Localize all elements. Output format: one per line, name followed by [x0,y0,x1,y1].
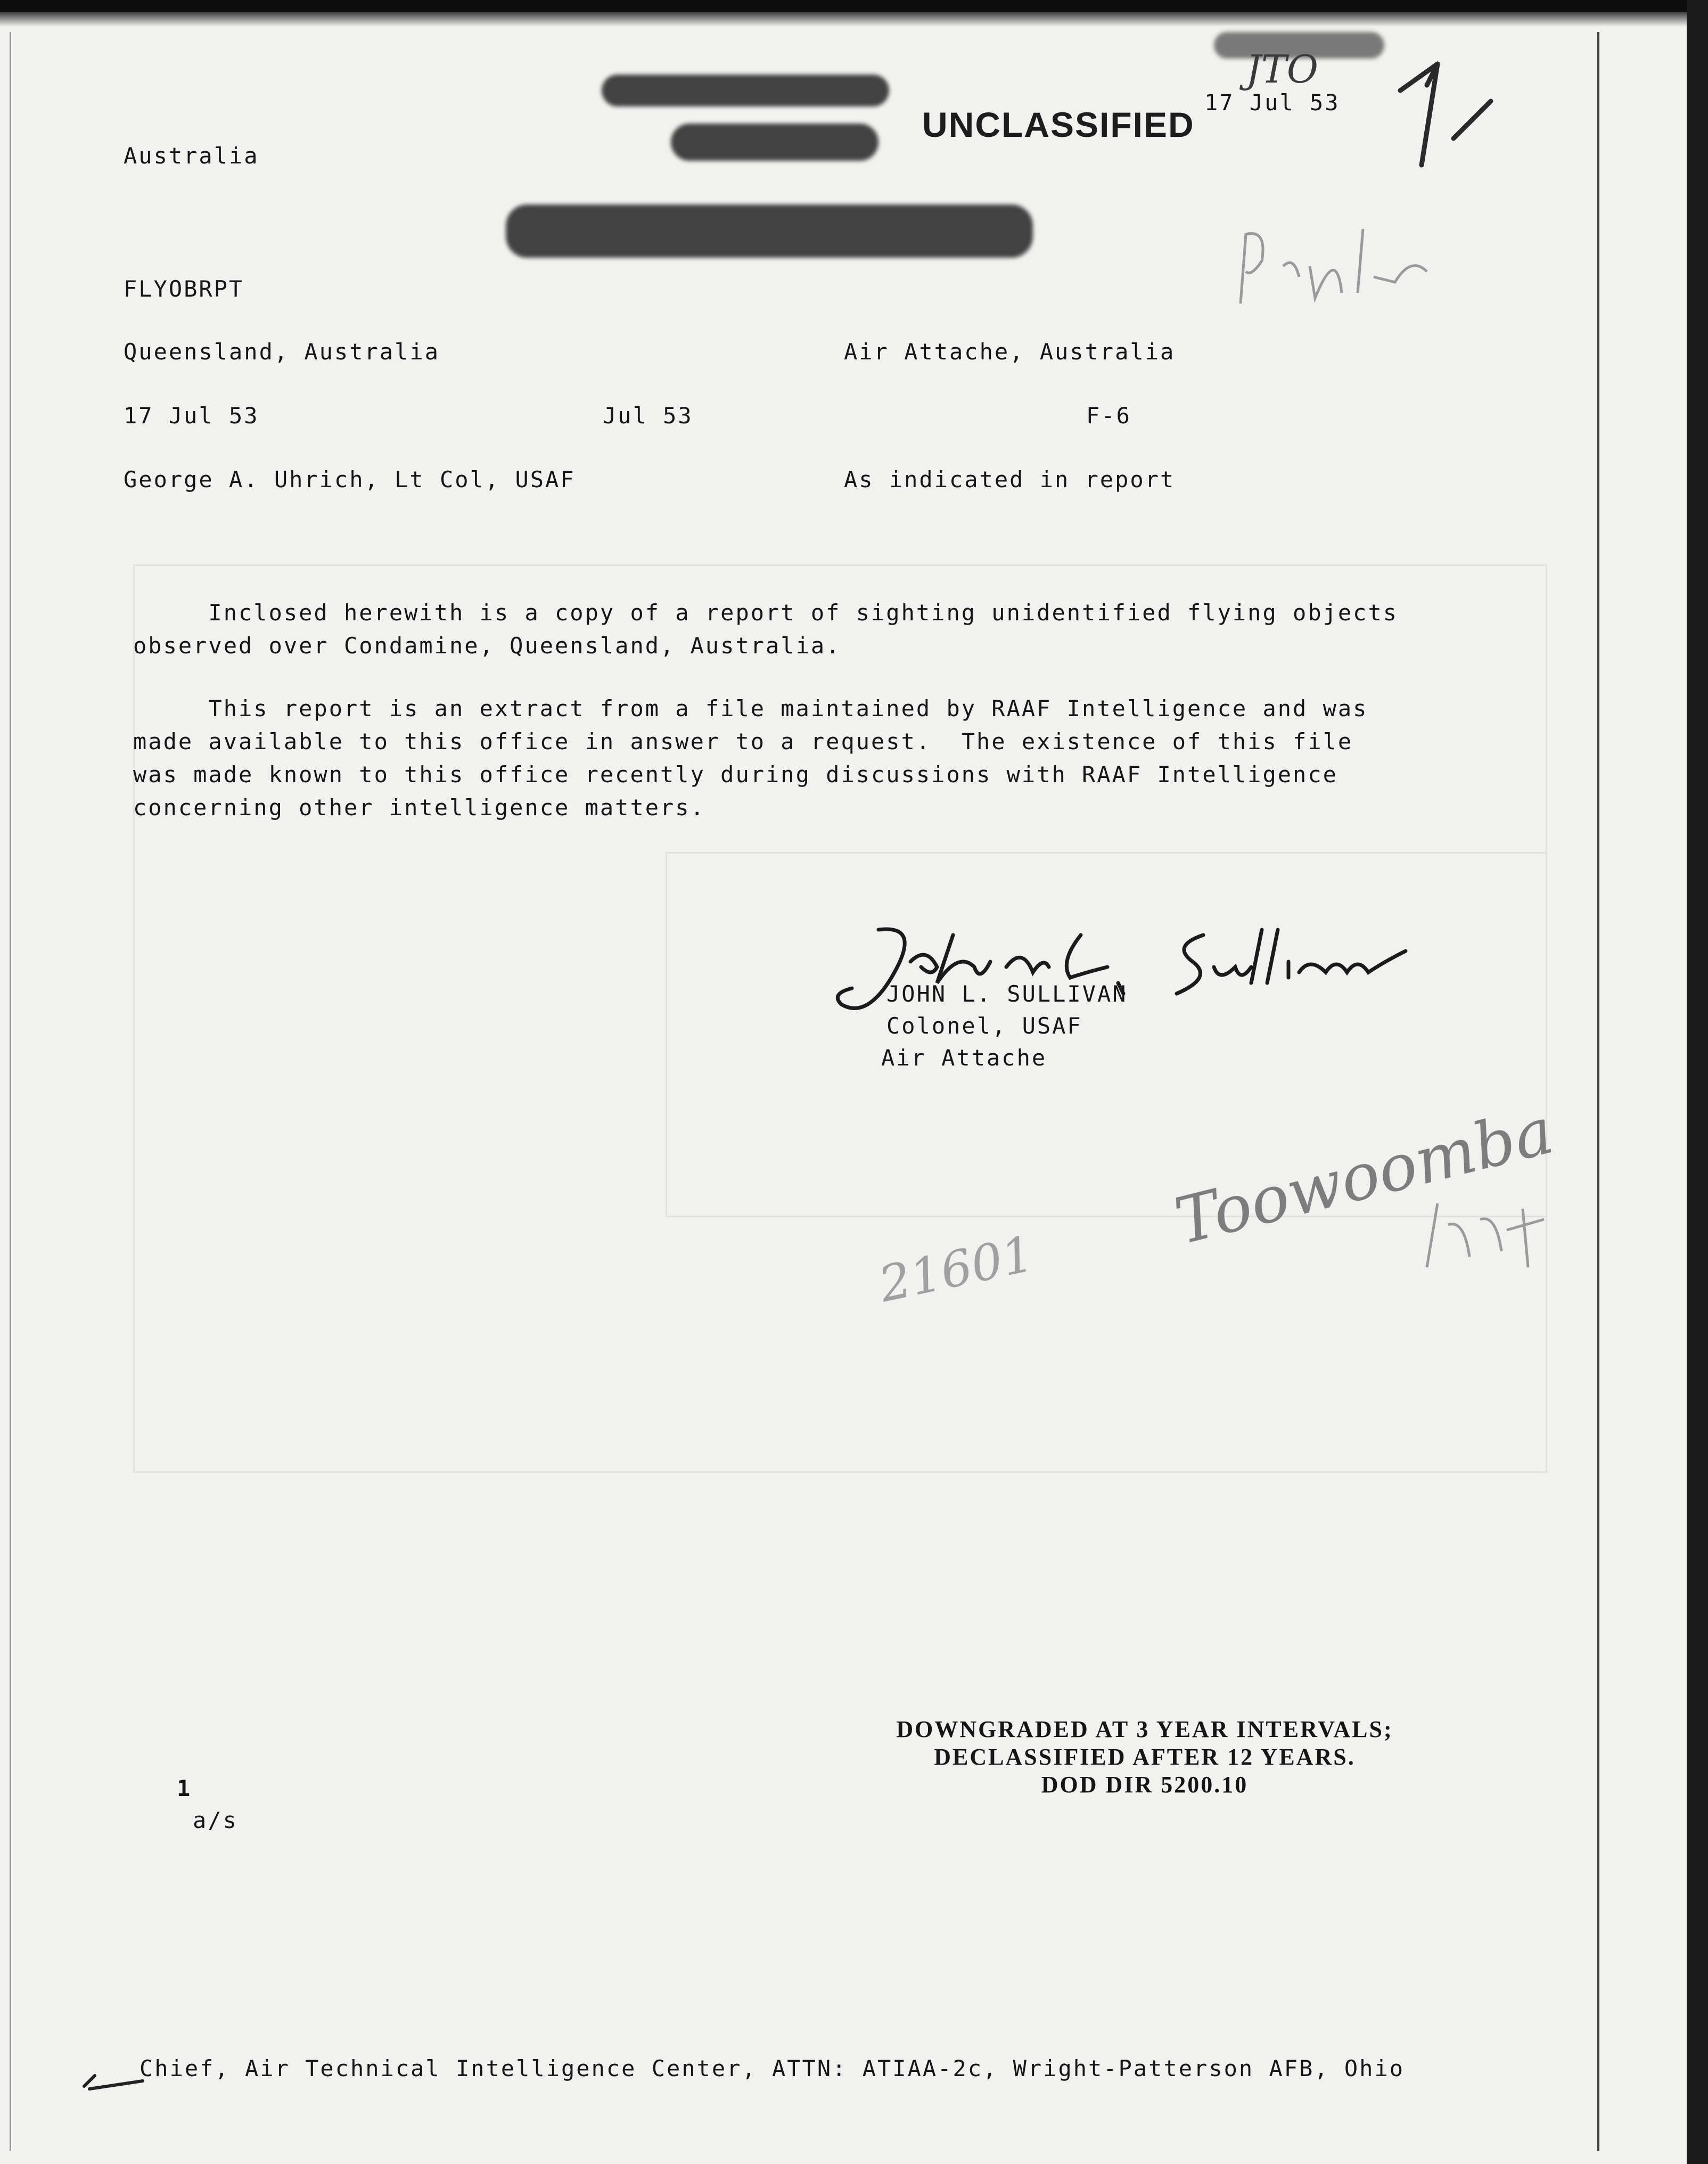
body-paragraph-1: Inclosed herewith is a copy of a report of sighting unidentified flying objects observed over Condamine, Queensland, Australia. [133,600,1399,659]
downgrade-line-3: DOD DIR 5200.10 [1041,1772,1249,1798]
handwritten-initials: JTO [1246,47,1318,92]
scribble-icon [1235,213,1448,309]
scribble-icon [1416,1193,1555,1278]
scan-shadow-top [0,12,1708,27]
signer-name: JOHN L. SULLIVAN [886,981,1128,1007]
header-date: 17 Jul 53 [1204,89,1340,116]
redaction-mark [602,75,889,106]
handwritten-page-mark [1390,53,1496,176]
scan-edge-top [0,0,1708,12]
redaction-mark [506,204,1033,258]
page-number: 1 [177,1775,192,1801]
scan-edge-right [1687,0,1708,2164]
field-from: Air Attache, Australia [844,339,1176,365]
handwritten-scribble-small [1416,1193,1555,1278]
body-paragraph-2: This report is an extract from a file maintained by RAAF Intelligence and was made available to this office in answer to a request. The existence of this file was made known to this office recently during discussions with RAAF Intelligence concerning other intelligence matters. [133,695,1368,821]
handwritten-note-number: 21601 [874,1225,1039,1314]
field-report-number: F-6 [1086,403,1131,429]
redaction-mark [671,124,878,161]
check-mark [79,2060,148,2092]
downgrade-line-2: DECLASSIFIED AFTER 12 YEARS. [934,1744,1356,1770]
page-edge-line [1597,32,1599,2151]
classification-stamp: UNCLASSIFIED [922,105,1195,144]
field-report-date: 17 Jul 53 [124,403,259,429]
field-source: As indicated in report [844,466,1176,493]
downgrade-line-1: DOWNGRADED AT 3 YEAR INTERVALS; [896,1716,1393,1742]
handwritten-note-toowoomba: Toowoomba [1168,1094,1561,1259]
signer-rank: Colonel, USAF [886,1013,1082,1039]
field-report-type: FLYOBRPT [124,276,244,302]
check-mark-icon [79,2060,148,2092]
slash-mark-icon [1390,53,1496,176]
downgrade-stamp [799,1716,1491,1799]
distribution-line: Chief, Air Technical Intelligence Center, ATTN: ATIAA-2c, Wright-Patterson AFB, Ohio [139,2055,1405,2081]
enclosure-note: a/s [193,1807,238,1833]
signer-title: Air Attache [881,1045,1047,1071]
header-country: Australia [124,143,259,169]
page-edge-line-left [10,32,11,2151]
field-prepared-by: George A. Uhrich, Lt Col, USAF [124,466,576,493]
field-location: Queensland, Australia [124,339,440,365]
field-period: Jul 53 [603,403,693,429]
handwritten-scribble [1235,213,1448,309]
